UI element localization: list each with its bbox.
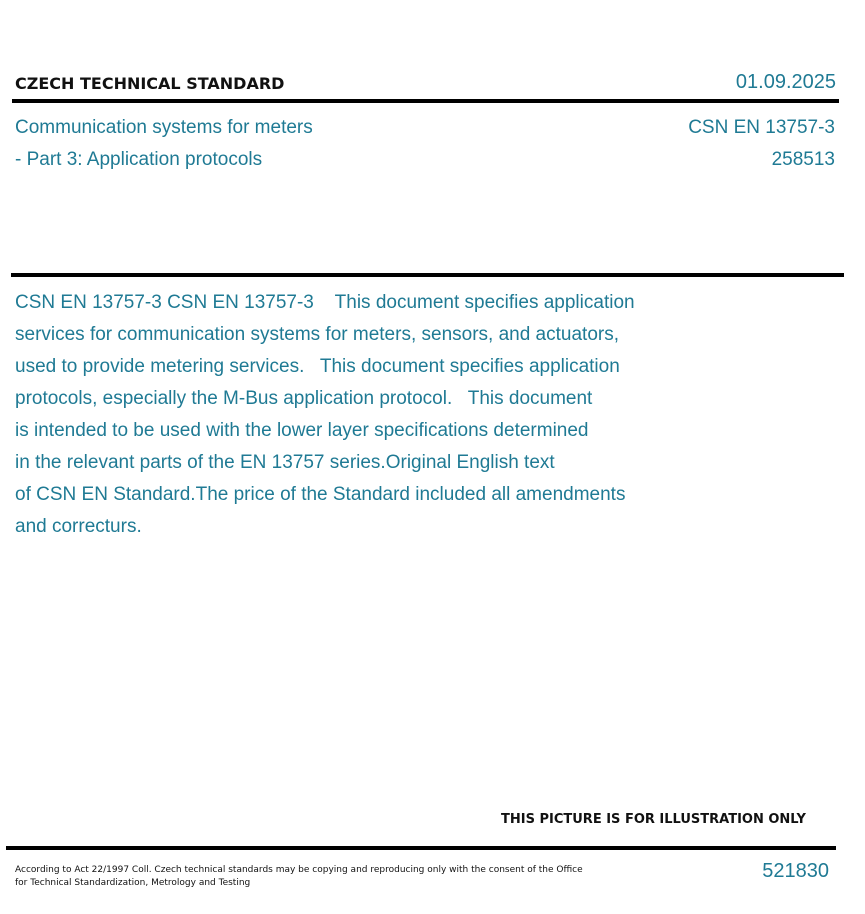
bottom-divider bbox=[6, 846, 836, 850]
description-line: is intended to be used with the lower layer specifications determined bbox=[15, 420, 589, 441]
description-text bbox=[15, 287, 725, 543]
legal-notice bbox=[15, 864, 615, 890]
document-type-label: CZECH TECHNICAL STANDARD bbox=[15, 74, 285, 93]
description-line: used to provide metering services. This document specifies application bbox=[15, 356, 620, 377]
legal-notice-line-1: According to Act 22/1997 Coll. Czech technical standards may be copying and reproducing only with the consent of the Office bbox=[15, 865, 583, 875]
standard-code: CSN EN 13757-3 bbox=[688, 117, 835, 138]
middle-divider bbox=[11, 273, 844, 277]
illustration-note: THIS PICTURE IS FOR ILLUSTRATION ONLY bbox=[501, 812, 806, 827]
document-number: 521830 bbox=[762, 860, 829, 882]
top-divider bbox=[12, 99, 839, 103]
description-line: of CSN EN Standard.The price of the Standard included all amendments bbox=[15, 484, 626, 505]
standard-title-line-2: - Part 3: Application protocols bbox=[15, 149, 263, 170]
description-line: services for communication systems for meters, sensors, and actuators, bbox=[15, 324, 619, 345]
legal-notice-line-2: for Technical Standardization, Metrology and Testing bbox=[15, 878, 251, 888]
description-line: CSN EN 13757-3 CSN EN 13757-3 This document specifies application bbox=[15, 292, 635, 313]
standard-title-line-1: Communication systems for meters bbox=[15, 117, 313, 138]
publication-date: 01.09.2025 bbox=[735, 71, 836, 93]
description-line: in the relevant parts of the EN 13757 series.Original English text bbox=[15, 452, 555, 473]
description-line: and correcturs. bbox=[15, 516, 142, 537]
description-line: protocols, especially the M-Bus application protocol. This document bbox=[15, 388, 593, 409]
catalog-number: 258513 bbox=[771, 149, 835, 170]
